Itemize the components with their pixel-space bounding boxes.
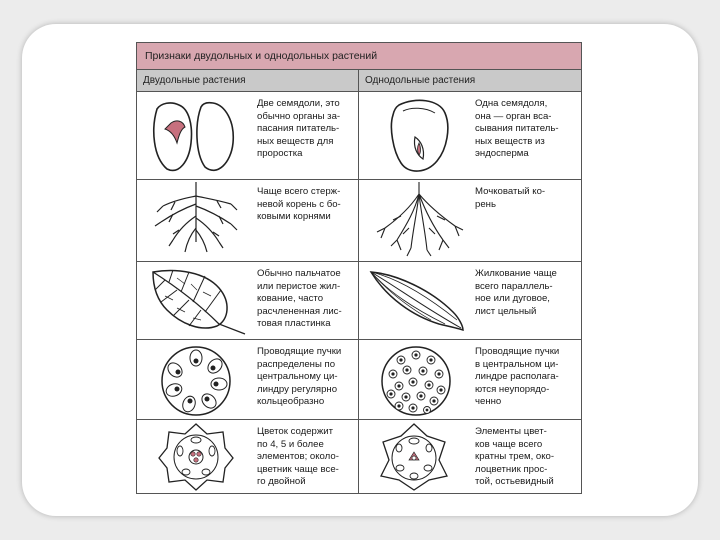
table-header-row	[137, 70, 581, 92]
table-row	[137, 91, 581, 180]
dicot-leaf-text: Обычно пальчатое или перистое жил- кование, часто расчлененная лис- товая пластинка	[257, 268, 342, 330]
bean-seed-icon	[149, 99, 241, 175]
table-row	[137, 420, 581, 493]
table-row	[137, 340, 581, 420]
grain-seed-icon	[385, 97, 455, 177]
dicot-root-text: Чаще всего стерж- невой корень с бо- ковыми корнями	[257, 186, 341, 223]
taproot-icon	[151, 182, 241, 258]
fibrous-root-icon	[371, 182, 467, 258]
pentamerous-flower-diagram-icon	[157, 422, 235, 492]
trimerous-flower-diagram-icon	[375, 422, 453, 492]
dicot-flower-text: Цветок содержит по 4, 5 и более элементов; около- цветник чаще все- го двойной	[257, 426, 339, 488]
table-row	[137, 262, 581, 340]
scattered-bundles-stem-icon	[379, 344, 453, 418]
monocot-leaf-text: Жилкование чаще всего параллель- ное или дуговое, лист цельный	[475, 268, 557, 317]
ring-bundles-stem-icon	[159, 344, 233, 418]
table-row	[137, 180, 581, 262]
header-dicot: Двудольные растения	[143, 75, 246, 86]
net-veined-leaf-icon	[147, 266, 247, 336]
monocot-root-text: Мочковатый ко- рень	[475, 186, 546, 210]
monocot-seed-text: Одна семядоля, она — орган вса- сывания питатель- ных веществ из эндосперма	[475, 98, 559, 160]
table-title: Признаки двудольных и однодольных растений	[137, 43, 581, 70]
dicot-seed-text: Две семядоли, это обычно органы за- пасания питатель- ных веществ для проростка	[257, 98, 341, 160]
monocot-flower-text: Элементы цвет- ков чаще всего кратны трем, око- лоцветник прос- той, остьевидный	[475, 426, 555, 488]
monocot-stem-text: Проводящие пучки в центральном ци- линдре располага- ются неупорядо- ченно	[475, 346, 560, 408]
header-monocot: Однодольные растения	[365, 75, 476, 86]
comparison-table	[136, 42, 582, 494]
parallel-veined-leaf-icon	[367, 268, 467, 334]
dicot-stem-text: Проводящие пучки распределены по центральному ци- линдру регулярно кольцеобразно	[257, 346, 342, 408]
